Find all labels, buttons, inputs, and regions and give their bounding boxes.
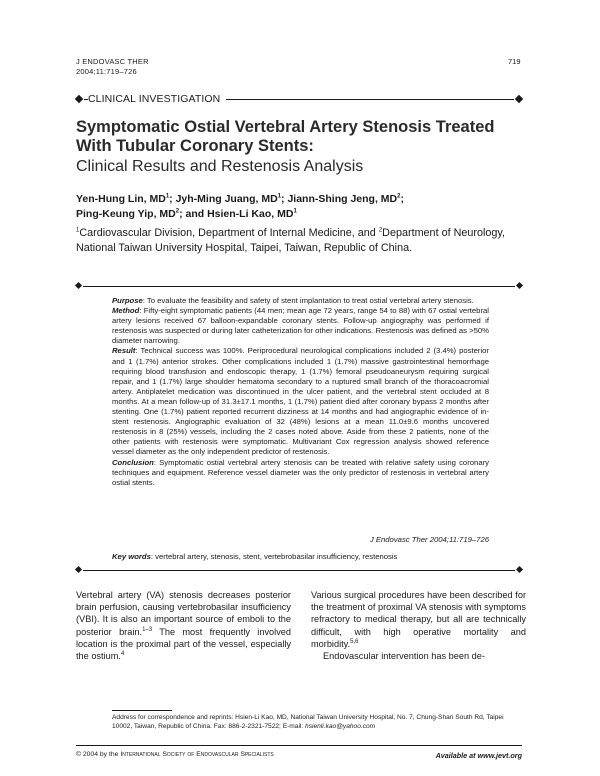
abstract-purpose: Purpose: To evaluate the feasibility and safety of stent implantation to treat ostial vertebral artery stenosis.: [112, 296, 474, 305]
citation: J Endovasc Ther 2004;11:719–726: [369, 535, 489, 544]
journal-website-link[interactable]: Available at www.jevt.org: [435, 751, 522, 760]
diamond-icon: [515, 95, 523, 103]
abstract-method: Method: Fifty-eight symptomatic patients (44 men; mean age 72 years, range 54 to 88) with 67 ostial vertebral artery lesions received 67 balloon-expandable coronary stents. Follow-up angiography was performed if restenosis was suspected or during later catheterization for other indications. Restenosis was defined as >50% diameter narrowing.: [112, 306, 489, 346]
footnote-rule: [112, 710, 172, 711]
correspondence-footnote: Address for correspondence and reprints: Hsien-Li Kao, MD, National Taiwan University Hospital, No. 7, Chung-Shan South Rd, Taipei 10002, Taiwan, Republic of China. Fax: 886-2-2321-7522; E-mail: hsienli.kao@yahoo.com: [112, 714, 504, 730]
author-list: Yen-Hung Lin, $MD^1$; Jyh-Ming Juang, $MD^1$; Jiann-Shing Jeng, $MD^2$; Ping-Keung Yip, $MD^2$; and Hsien-Li Kao, $MD^1$: [76, 193, 404, 220]
article-title: Symptomatic Ostial Vertebral Artery Stenosis Treated With Tubular Coronary Stents:: [76, 118, 495, 155]
section-header: [76, 94, 522, 106]
author-name: Yen-Hung Lin, MD: [76, 193, 166, 205]
author-name: Ping-Keung Yip, MD: [76, 208, 176, 220]
author-name: Jiann-Shing Jeng, MD: [287, 193, 398, 205]
keywords: Key words: vertebral artery, stenosis, stent, vertebrobasilar insufficiency, restenosis: [112, 552, 398, 561]
copyright: © 2004 by the International Society of Endovascular Specialists: [76, 751, 274, 758]
body-column-left: Vertebral artery (VA) stenosis decreases posterior brain perfusion, causing vertebrobasilar insufficiency (VBI). It is also an important source of emboli to the posterior brain.$^{1-3}$ The most frequently involved location is the proximal part of the vessel, especially the ostium.$^4$: [76, 590, 292, 662]
journal-volume: 2004;11:719–726: [76, 67, 137, 76]
abstract: [112, 296, 489, 488]
author-name: Jyh-Ming Juang, MD: [175, 193, 278, 205]
diamond-icon: [75, 95, 83, 103]
abstract-conclusion: Conclusion: Symptomatic ostial vertebral artery stenosis can be treated with relative safety using coronary techniques and equipment. Reference vessel diameter was the only predictor of restenosis in vertebral artery ostial stents.: [112, 457, 489, 487]
diamond-icon: [516, 566, 523, 573]
abstract-top-divider: [76, 282, 522, 290]
journal-header: [76, 57, 149, 77]
body-column-right: Various surgical procedures have been described for the treatment of proximal VA stenosis with symptoms refractory to medical therapy, but all are technically difficult, with high operative mortality and morbidity.$^{5,6}$ Endovascular intervention has been de-: [311, 590, 526, 662]
page-number: 719: [508, 57, 521, 66]
article-subtitle: Clinical Results and Restenosis Analysis: [76, 158, 364, 175]
footer-rule: [76, 745, 522, 746]
abstract-bottom-divider: [76, 566, 522, 574]
section-label: CLINICAL INVESTIGATION: [88, 93, 226, 105]
author-name: Hsien-Li Kao, MD: [207, 208, 294, 220]
journal-name: J ENDOVASC THER: [76, 57, 149, 66]
abstract-result: Result: Technical success was 100%. Periprocedural neurological complications included 2 (3.4%) posterior and 1 (1.7%) anterior strokes. Other complications included 1 (1.7%) massive gastrointestinal hemorrhage requiring blood transfusion and endoscopic therapy, 1 (1.7%) femoral pseudoaneurysm requiring surgical repair, and 1 (1.7%) large shoulder hematoma secondary to a ruptured small branch of the thoracoacromial artery. Antiplatelet medication was discontinued in the ulcer patient, and the vertebral stent occluded at 8 months. At a mean follow-up of 31.3±17.1 months, 1 (1.7%) patient died after coronary bypass 2 months after stenting. One (1.7%) patient reported recurrent dizziness at 14 months and had angiographic evidence of in-stent restenosis. Angiographic evaluation of 32 (48%) lesions at a mean 11.0±9.6 months uncovered restenosis in 8 (25%) vessels, including the 2 cases noted above. Aside from these 2 patients, none of the other patients with restenosis were symptomatic. Multivariant Cox regression analysis showed reference vessel diameter as the only independent predictor of restenosis.: [112, 346, 489, 457]
affiliation: $^1$Cardiovascular Division, Department of Internal Medicine, and $^2$Department of Neurology, National Taiwan University Hospital, Taipei, Taiwan, Republic of China.: [76, 227, 505, 254]
email-link[interactable]: hsienli.kao@yahoo.com: [305, 722, 376, 730]
diamond-icon: [75, 566, 82, 573]
diamond-icon: [516, 282, 523, 289]
diamond-icon: [75, 282, 82, 289]
